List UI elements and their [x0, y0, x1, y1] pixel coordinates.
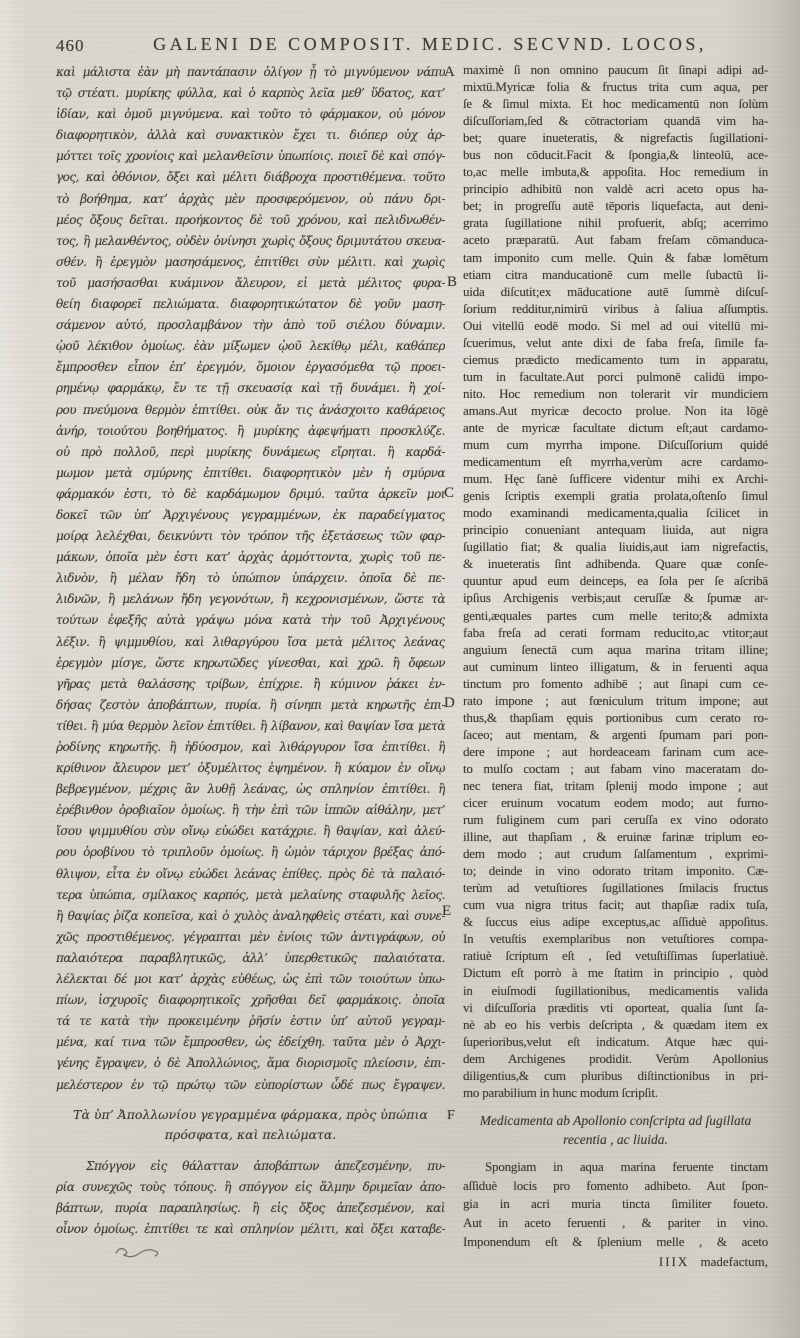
latin-text-line: nè ab eo his verbis deſcripta , & quædam item ex: [463, 1016, 768, 1032]
greek-text-line: ρου ὀροβίνου τὸ τριπλοῦν ὁμοίως. ἢ ὠμὸν τάριχον βρέξας ἀπό-: [56, 845, 445, 860]
greek-text-line: Σπόγγον εἰς θάλατταν ἀποβάπτων ἀπεζεσμένην, πυ-: [86, 1158, 445, 1173]
latin-text-line: aſſiduè locis pro fomento adhibeto. Aut ſpon-: [463, 1177, 768, 1193]
latin-text-line: aceto præparatū. Aut fabam freſam cōmanduca-: [463, 232, 768, 248]
latin-text-line: Aut in aceto feruenti , & pariter in vino.: [463, 1215, 768, 1231]
greek-text-line: χῶς προστιθέμενος. γέγραπται μὲν ἐνίοις τῶν ἀντιγράφων, οὐ: [56, 929, 445, 944]
greek-text-line: ἐρέβινθον ὀροβιαῖον ὁμοίως. ἢ τὴν ἐπὶ τῶν ἱππῶν αἰθάλην, μετ’: [56, 803, 445, 818]
latin-column: [463, 61, 768, 1272]
latin-text-line: ſe & ſimul mixta. Et hoc medicamentū non ſolùm: [463, 96, 768, 112]
greek-text-line: τά τε κατὰ τὴν προκειμένην ῥῆσίν ἐστιν ὑπ’ αὐτοῦ γεγραμ-: [56, 1014, 445, 1029]
gutter-letter: C: [444, 485, 455, 501]
greek-text-line: μάκων, ὁποῖα μὲν ἐστι κατ’ ἀρχὰς ἁρμόττοντα, χωρὶς τοῦ πε-: [56, 550, 445, 565]
greek-text-line: σάμενον αὐτό, προσλαμβάνον τὴν ἀπὸ τοῦ σιέλου δύναμιν.: [56, 318, 445, 333]
latin-text-line: quuntur apud eum deinceps, ea ſola per ſe aſcribā: [463, 573, 768, 589]
greek-column: [56, 62, 445, 1263]
greek-text-line: δοκεῖ τῶν ὑπ’ Ἀρχιγένους γεγραμμένων, ἐκ παραδείγματος: [56, 507, 445, 522]
latin-text-line: to,ac melle imbuta,& appoſita. Hoc remedium in: [463, 164, 768, 180]
greek-text-line: διαφορητικὸν, ἀλλὰ καὶ συνακτικὸν ἔχει τι. διόπερ οὐχ ἁρ-: [56, 128, 445, 143]
latin-text-line: terùm ad vetuſtiores ſugillationes ſmilacis fructus: [463, 880, 768, 896]
greek-text-line: σθέν. ἢ ἐρεγμὸν μασησάμενος, ἐπιτίθει σὺν μέλιτι. καὶ χωρὶς: [56, 254, 445, 269]
latin-text-line: mixtū.Myricæ folia & fructus trita cum aqua, per: [463, 79, 768, 95]
greek-text-line: γένης ἔγραψεν, ὁ δὲ Ἀπολλώνιος, ἅμα διορισμοῖς πλείοσιν, ἐπι-: [56, 1056, 445, 1071]
gutter-letter: F: [447, 1108, 455, 1123]
latin-text-line: ratiuè ſcriptum eſt , ſed vetuſtiſſimas ſuperlatiuè.: [463, 948, 768, 964]
latin-text-line: nito. Hoc remedium non tolerarit vir mundiciem: [463, 385, 768, 401]
latin-text-line: Spongiam in aqua marina feruente tinctam: [485, 1158, 768, 1174]
page-header: [0, 34, 800, 62]
latin-text-line: diſcuſſoriam,ſed & cōtractoriam quandā vim ha-: [463, 113, 768, 129]
gutter-letter: B: [447, 274, 458, 290]
greek-text-line: μέος ὄξους δεῖται. προήκοντος δὲ τοῦ χρόνου, καὶ πελιδνωθέν-: [56, 212, 445, 227]
greek-text-line: τίθει. ἢ μύα θερμὸν λεῖον ἐπιτίθει. ἢ λίβανον, καὶ θαψίαν ἴσα μετὰ: [56, 718, 445, 733]
latin-text-line: ſugillatio fiat; & qualia liuidis,aut iam nigrefactis,: [463, 539, 768, 555]
greek-text-line: ἢ θαψίας ῥίζα κοπεῖσα, καὶ ὁ χυλὸς ἀναληφθεὶς στέατι, καὶ συνε-: [56, 908, 445, 923]
signature-catchword-line: [463, 1253, 768, 1272]
greek-text-line: βάπτων, πυρία παραπλησίως. ἢ εἰς ὄξος ἀπεζεσμένον, καὶ: [56, 1200, 445, 1215]
greek-text-line: λέλεκται δέ μοι κατ’ ἀρχὰς εὐθέως, ὡς ἐπὶ τῶν τοιούτων ὑπω-: [56, 972, 445, 987]
latin-text-line: Dictum eſt porrò à me ſtatim in principio , quòd: [463, 965, 768, 981]
greek-text-line: πίων, ἰσχυροῖς διαφορητικοῖς χρῆσθαι δεῖ φαρμάκοις. ὁποῖα: [56, 993, 445, 1008]
latin-text-line: principio conueniant antequam liuida, aut nigra: [463, 522, 768, 538]
greek-text-line: οὐ πρὸ πολλοῦ, περὶ μυρίκης δυνάμεως εἴρηται. ἢ καρδά-: [56, 444, 445, 459]
greek-text-line: λιδνὸν, ἢ μέλαν ἤδη τὸ ὑπώπιον ὑπάρχειν. ὁποῖα δὲ πε-: [56, 571, 445, 586]
greek-text-line: γῆρας μετὰ θαλάσσης τρίβων, ἐπίχριε. ἢ κύμινον ῥάκει ἐν-: [56, 676, 445, 691]
latin-text-line: genis ſcriptis exempli gratia prolata,oſtenſo ſimul: [463, 488, 768, 504]
catchword: madefactum,: [700, 1253, 768, 1269]
latin-text-line: in eiuſmodi ſugillationibus, medicamentis valida: [463, 982, 768, 998]
greek-text-line: μοίρᾳ λελέχθαι, δεικνύντι τὸν τρόπον τῆς ἐξετάσεως τῶν φαρ-: [56, 529, 445, 544]
latin-text-line: cicer eruinum vocatum eodem modo; aut furno-: [463, 795, 768, 811]
latin-text-line: dem Archigenes prodidit. Verùm Apollonius: [463, 1050, 768, 1066]
latin-text-line: cum vua nigra tritus facit; aut thapſiæ radix tuſa,: [463, 897, 768, 913]
greek-text-line: ἰδίαν, καὶ ὁμοῦ μιγνύμενα. καὶ τοῦτο τὸ φάρμακον, οὐ μόνον: [56, 107, 445, 122]
latin-text-line: bus non cōducit.Facit & ſpongia,& linteolū, ace-: [463, 147, 768, 163]
latin-text-line: nec tenera fiat, tritam ſplenij modo impone ; aut: [463, 777, 768, 793]
latin-text-line: & ſuccus eius adipe exceptus,ac aſſiduè appoſitus.: [463, 914, 768, 930]
latin-text-line: gia in acri muria tincta ſimiliter foueto.: [463, 1196, 768, 1212]
greek-text-line: θλιψον, εἶτα ἐν οἴνῳ εὐώδει λεάνας ἐπίθες. πρὸς δὲ τὰ παλαιό-: [56, 866, 445, 881]
greek-text-line: μόττει τοῖς χρονίοις καὶ μελανθεῖσιν ὑπωπίοις. ποιεῖ δὲ καὶ σπόγ-: [56, 149, 445, 164]
gutter-letter: E: [442, 903, 452, 919]
latin-text-line: medicamentum eſt myrrha,verùm acre cardamo-: [463, 454, 768, 470]
latin-text-line: tinctum pro fomento adhibē ; aut ſinapi cum ce-: [463, 675, 768, 691]
latin-text-line: grata ſugillatione nihil profuerit, abſq; acerrimo: [463, 215, 768, 231]
latin-text-line: aut cuminum linteo illigatum, & in feruenti aqua: [463, 658, 768, 674]
greek-text-line: βεβρεγμένον, μέχρις ἂν λυθῇ λεάνας, ὡς σπληνίον ἐπιτίθει. ἢ: [56, 782, 445, 797]
latin-text-line: rato impone ; aut fœniculum tritum impone; aut: [463, 692, 768, 708]
greek-heading-line: πρόσφατα, καὶ πελιώματα.: [164, 1126, 337, 1142]
latin-text-line: anguium ſenectā cum aqua marina tritam illine;: [463, 641, 768, 657]
greek-text-line: γος, καὶ ὀθόνιον, ὄξει καὶ μέλιτι διάβροχα προστιθέμενα. τοῦτο: [56, 170, 445, 185]
greek-text-line: οἶνον ὁμοίως. ἐπιτίθει τε καὶ σπληνίον μέλιτι, καὶ ὄξει καταβε-: [56, 1221, 445, 1236]
latin-text-line: uida diſcutit;ex māducatione autē ſummè diſcuſ-: [463, 283, 768, 299]
latin-text-line: principio adhibitū non valdè acri aceto opus ha-: [463, 181, 768, 197]
latin-section-heading: [463, 1111, 768, 1149]
quire-signature: IIIX: [658, 1253, 690, 1269]
latin-text-line: rum fuliginem cum pari ceruſſa ex vino odorato: [463, 812, 768, 828]
greek-text-line: ρία συνεχῶς τοὺς τόπους. ἢ σπόγγον εἰς ἅλμην δριμεῖαν ἀπο-: [56, 1179, 445, 1194]
latin-text-line: In vetuſtis exemplaribus non vetuſtiores compa-: [463, 931, 768, 947]
latin-text-line: thus,& thapſiam ęquis portionibus cum cerato ro-: [463, 709, 768, 725]
greek-text-line: ρημένῳ φαρμάκῳ, ἔν τε τῇ σκευασίᾳ καὶ τῇ δυνάμει. ἢ χοί-: [56, 381, 445, 396]
greek-text-line: μωμον μετὰ σμύρνης ἐπιτίθει. διαφορητικὸν μὲν ἡ σμύρνα: [56, 465, 445, 480]
latin-text-line: to mulſo coctam ; aut fabam vino maceratam do-: [463, 760, 768, 776]
greek-text-line: κρίθινον ἄλευρον μετ’ ὀξυμέλιτος ἑψημένον. ἢ κύαμον ἐν οἴνῳ: [56, 761, 445, 776]
latin-text-line: illine, aut thapſiam , & eruinæ farinæ triplum eo-: [463, 829, 768, 845]
greek-text-line: φάρμακόν ἐστι, τὸ δὲ καρδάμωμον δριμύ. ταῦτα ἀρκεῖν μοι: [56, 486, 445, 501]
greek-text-line: ἐρεγμὸν μίσγε, ὥστε κηρωτῶδες γίνεσθαι, καὶ χρῶ. ἢ ὄφεων: [56, 655, 445, 670]
greek-text-line: λέξιν. ἢ ψιμμυθίου, καὶ λιθαργύρου ἴσα μετὰ μέλιτος λεάνας: [56, 634, 445, 649]
latin-text-line: vi diſcuſſoria præditis vti oporteat, qualia ſunt ſa-: [463, 999, 768, 1015]
greek-text-line: ῥοδίνης κηρωτῆς. ἢ ἡδύοσμον, καὶ λιθάργυρον ἴσα ἐπιτίθει. ἢ: [56, 740, 445, 754]
running-title: GALENI DE COMPOSIT. MEDIC. SECVND. LOCOS,: [153, 34, 707, 54]
greek-text-line: μελέστερον ἐν τῷ πρώτῳ τῶν εὐπορίστων ὧδέ πως ἔγραψεν.: [56, 1077, 445, 1092]
latin-text-line: & inueteratis ſint adhibenda. Quare quæ conſe-: [463, 556, 768, 572]
latin-heading-line: recentia , ac liuida.: [563, 1131, 668, 1147]
latin-text-line: ſuperioribus,velut eſt indicatum. Atque hæc qui-: [463, 1033, 768, 1049]
latin-text-line: amans.Aut myricæ decocto prolue. Non ita lōgè: [463, 402, 768, 418]
latin-text-line: tum in facultate.Aut porci pulmonē calidū impo-: [463, 368, 768, 384]
latin-text-line: mum cum myrrha impone. Diſcuſſorium quidé: [463, 437, 768, 453]
gutter-letter: A: [444, 64, 455, 80]
latin-text-line: ſorium redditur,nimirū viribus à ſaliua aſſumptis.: [463, 300, 768, 316]
latin-text-line: mum. Hęc ſanè ſufficere videntur mihi ex Archi-: [463, 471, 768, 487]
latin-text-line: modo examinandi medicamenta,qualia ſcilicet in: [463, 505, 768, 521]
latin-text-line: ciemus prædicto medicamento tum in apparatu,: [463, 351, 768, 367]
latin-text-line: dere impone ; aut hordeaceam farinam cum ace-: [463, 743, 768, 759]
greek-text-line: ἴσου ψιμμυθίου σὺν οἴνῳ εὐώδει κατάχριε. ἢ θαψίαν, καὶ ἀλεύ-: [56, 824, 445, 839]
greek-text-line: τοῦ μασήσασθαι κυάμινον ἄλευρον, εἰ μετὰ μέλιτος φυρα-: [56, 275, 445, 290]
greek-closing-paragraph: [56, 1156, 445, 1240]
greek-text-line: ρου πνεύμονα θερμὸν ἐπιτίθει. οὐκ ἄν τις ἀνάσχοιτο καθάρειος: [56, 402, 445, 417]
greek-text-line: ἀνήρ, τοιούτου βοηθήματος. ἢ μυρίκης ἀφεψήματι προσκλύζε.: [56, 423, 445, 438]
latin-text-line: maximè ſi non omnino paucum ſit ſinapi adipi ad-: [463, 62, 768, 77]
latin-text-line: Oui vitellū eodē modo. Si mel ad oui vitellū mi-: [463, 317, 768, 333]
greek-section-heading: [56, 1105, 445, 1145]
greek-text-line: θείη διαφορεῖ πελιώματα. διαφορητικώτατον δὲ γοῦν μαση-: [56, 297, 445, 312]
latin-heading-line: Medicamenta ab Apollonio conſcripta ad ſugillata: [479, 1112, 752, 1128]
page-number: 460: [56, 36, 85, 55]
latin-text-line: Imponendum eſt & ſplenium melle , & aceto: [463, 1234, 768, 1250]
latin-text-line: ipſius Archigenis verbis;aut ceruſſæ & ſpumæ ar-: [463, 590, 768, 606]
greek-text-line: λιδνῶν, ἢ μελάνων ἤδη γεγονότων, ἢ κεχρονισμένων, ὥστε τὰ: [56, 592, 445, 607]
latin-text-line: etiam citra manducationē cum melle ſubactū li-: [463, 266, 768, 282]
latin-text-line: bet; in progreſſu autē tēporis liquefacta, aut deni-: [463, 198, 768, 214]
latin-text-line: genti,æquales partes cum melle terito;& admixta: [463, 607, 768, 623]
greek-text-line: ᾠοῦ λέκιθον ὁμοίως. ἐὰν μίξωμεν ᾠοῦ λεκίθῳ μέλι, καθάπερ: [56, 339, 445, 354]
latin-text-line: diligentius,& cum pluribus diſtinctionibus in pri-: [463, 1067, 768, 1083]
greek-text-line: τῷ στέατι. μυρίκης φύλλα, καὶ ὁ καρπὸς λεῖα μεθ’ ὕδατος, κατ’: [56, 86, 445, 101]
latin-text-line: ſaceo; aut mentam, & argenti ſpumam pari pon-: [463, 726, 768, 742]
greek-heading-line: Τὰ ὑπ’ Ἀπολλωνίου γεγραμμένα φάρμακα, πρὸς ὑπώπια: [73, 1106, 428, 1122]
end-flourish-icon: [114, 1243, 445, 1263]
latin-text-line: dem modo ; aut crudum ſalſamentum , exprimi-: [463, 846, 768, 862]
gutter-letter: D: [444, 695, 455, 711]
gutter-reference-letters: [444, 0, 462, 1338]
greek-text-line: τούτων ἐφεξῆς αὐτὰ γράψω μόνα κατὰ τὴν τοῦ Ἀρχιγένους: [56, 613, 445, 628]
latin-text-line: faba freſa ad cerati formam reducito,ac vtitor;aut: [463, 624, 768, 640]
greek-text-line: δήσας ζεστὸν ἀποβάπτων, πυρία. ἢ σίνηπι μετὰ κηρωτῆς ἐπι-: [56, 697, 445, 712]
latin-closing-paragraph: [463, 1158, 768, 1252]
greek-body-text: [56, 62, 445, 1096]
greek-text-line: τὸ βοήθημα, κατ’ ἀρχὰς μὲν προσφερόμενον, οὐ πάνυ δρι-: [56, 191, 445, 206]
latin-text-line: ſcuerimus, velut ante dixi de faba freſa, ſimile fa-: [463, 334, 768, 350]
greek-text-line: καὶ μάλιστα ἐὰν μὴ παντάπασιν ὀλίγον ᾖ τὸ μιγνύμενον νάπυ: [56, 65, 445, 79]
latin-text-line: tam imponito cum melle. Quin & fabæ lomētum: [463, 249, 768, 265]
greek-text-line: μένα, καί τινα τῶν ἔμπροσθεν, ὡς ἐδείχθη. ταῦτα μὲν ὁ Ἀρχι-: [56, 1035, 445, 1050]
greek-text-line: τερα ὑπώπια, σμίλακος καρπός, μετὰ μελαίνης σταφυλῆς λεῖος.: [56, 887, 445, 902]
latin-text-line: ante de myricæ facultate dictum eſt;aut cardamo-: [463, 419, 768, 435]
greek-text-line: τος, ἢ μελανθέντος, οὐδὲν ὀνίνησι χωρὶς ὄξους δριμυτάτου σκευα-: [56, 233, 445, 248]
latin-text-line: to; deinde in vino odorato tritam imponito. Cæ-: [463, 863, 768, 879]
latin-text-line: mo parabilium in hunc modum ſcripſit.: [463, 1084, 658, 1100]
latin-body-text: [463, 61, 768, 1101]
greek-text-line: παλαιότερα παραβλητικῶς, ἀλλ’ ὑπερθετικῶς παλαιότατα.: [56, 950, 445, 965]
latin-text-line: bet; quare inueteratis, & nigrefactis ſugillationi-: [463, 130, 768, 146]
greek-text-line: ἔμπροσθεν εἶπον ἐπ’ ἐρεγμόν, ὅμοιον ἐργασόμεθα τῷ προει-: [56, 360, 445, 375]
